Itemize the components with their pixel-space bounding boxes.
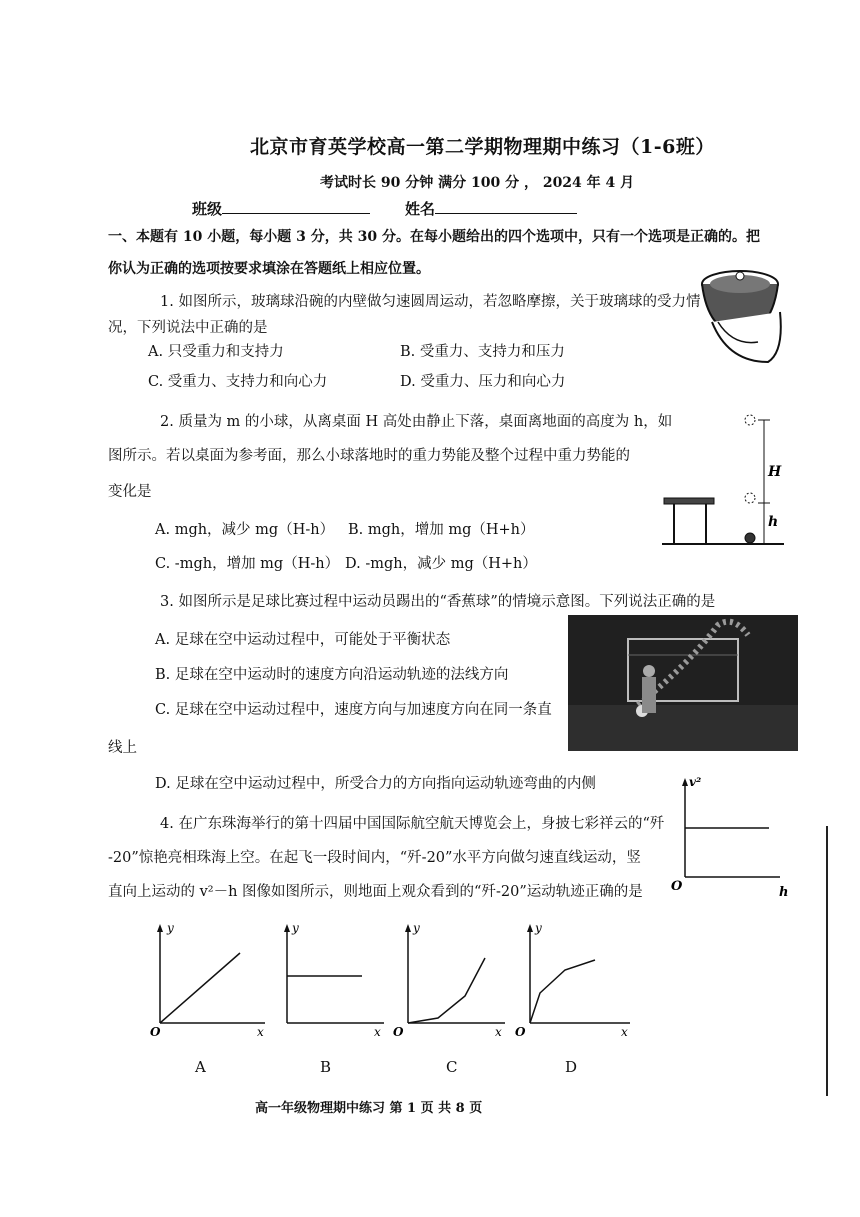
q3-option-b: B. 足球在空中运动时的速度方向沿运动轨迹的法线方向: [155, 667, 509, 683]
page-footer: 高一年级物理期中练习 第 1 页 共 8 页: [255, 1101, 483, 1116]
q3-option-a: A. 足球在空中运动过程中，可能处于平衡状态: [155, 632, 451, 648]
falling-ball-figure: [658, 410, 788, 550]
player-head: [643, 665, 655, 677]
class-field: [192, 198, 370, 219]
option-b-graph: [272, 918, 392, 1043]
player: [642, 677, 656, 713]
ball-ground: [745, 533, 755, 543]
option-b-y-label: y: [292, 921, 299, 935]
label-h: h: [768, 514, 779, 530]
q2-option-a: A. mgh，减少 mg（H-h）: [155, 522, 335, 538]
option-c-label: C: [446, 1058, 458, 1076]
option-a-origin: O: [150, 1025, 161, 1039]
q2-option-b: B. mgh，增加 mg（H+h）: [348, 522, 535, 538]
q4-stem-line1: 4. 在广东珠海举行的第十四届中国国际航空航天博览会上，身披七彩祥云的“歼: [160, 816, 665, 832]
bowl-figure: [698, 262, 788, 372]
page-title: 北京市育英学校高一第二学期物理期中练习（1-6班）: [250, 136, 715, 158]
option-a-x-label: x: [257, 1025, 264, 1039]
graph-origin: O: [671, 879, 683, 894]
section-instruction-line1: 一、本题有 10 小题，每小题 3 分，共 30 分。在每小题给出的四个选项中，只有一个选项是正确的。把: [108, 229, 760, 245]
section-instruction-line2: 你认为正确的选项按要求填涂在答题纸上相应位置。: [108, 261, 430, 277]
q3-option-c-line1: C. 足球在空中运动过程中，速度方向与加速度方向在同一条直: [155, 702, 552, 718]
q3-option-d: D. 足球在空中运动过程中，所受合力的方向指向运动轨迹弯曲的内侧: [155, 776, 596, 792]
option-d-origin: O: [515, 1025, 526, 1039]
q1-stem-line2: 况，下列说法中正确的是: [108, 320, 268, 336]
field: [568, 705, 798, 751]
option-d-y-label: y: [535, 921, 542, 935]
option-c-graph: [393, 918, 513, 1043]
name-blank: [435, 199, 577, 214]
q2-option-c: C. -mgh，增加 mg（H-h）: [155, 556, 340, 572]
q4-stem-line2: -20”惊艳亮相珠海上空。在起飞一段时间内，“歼-20”水平方向做匀速直线运动，竖: [108, 850, 641, 866]
ball-start: [745, 415, 755, 425]
q2-stem-line3: 变化是: [108, 484, 152, 500]
label-H: H: [768, 464, 782, 480]
q2-stem-line2: 图所示。若以桌面为参考面，那么小球落地时的重力势能及整个过程中重力势能的: [108, 448, 630, 464]
option-a-label: A: [195, 1058, 206, 1076]
q4-stem-line3: 直向上运动的 v²－h 图像如图所示，则地面上观众看到的“歼-20”运动轨迹正确的是: [108, 884, 643, 900]
option-a-y-label: y: [167, 921, 174, 935]
option-b-label: B: [320, 1058, 332, 1076]
glass-ball: [736, 272, 744, 280]
q2-option-d: D. -mgh，减少 mg（H+h）: [345, 556, 537, 572]
ball-mid: [745, 493, 755, 503]
option-d-line: [530, 960, 595, 1023]
option-b-x-label: x: [374, 1025, 381, 1039]
graph-ylabel: v²: [689, 775, 702, 789]
name-field: [405, 198, 577, 219]
option-c-origin: O: [393, 1025, 404, 1039]
v2-axis-arrow: [682, 778, 688, 786]
graph-xlabel: h: [779, 885, 789, 900]
option-c-y-label: y: [413, 921, 420, 935]
v2-h-graph: [665, 772, 790, 902]
option-c-x-label: x: [495, 1025, 502, 1039]
q3-option-c-line2: 线上: [108, 740, 137, 756]
q2-stem-line1: 2. 质量为 m 的小球，从离桌面 H 高处由静止下落，桌面离地面的高度为 h，如: [160, 414, 673, 430]
q3-stem-line1: 3. 如图所示是足球比赛过程中运动员踢出的“香蕉球”的情境示意图。下列说法正确的是: [160, 594, 716, 610]
q1-stem-line1: 1. 如图所示，玻璃球沿碗的内壁做匀速圆周运动，若忽略摩擦，关于玻璃球的受力情: [160, 294, 701, 310]
class-blank: [222, 199, 370, 214]
scan-margin-line: [826, 826, 828, 1096]
option-a-graph: [145, 918, 275, 1043]
option-c-line: [408, 958, 485, 1023]
table-top: [664, 498, 714, 504]
q1-option-c: C. 受重力、支持力和向心力: [148, 374, 328, 390]
class-label: 班级: [192, 200, 223, 218]
exam-info: 考试时长 90 分钟 满分 100 分 ， 2024 年 4 月: [320, 175, 635, 191]
option-a-line: [160, 953, 240, 1023]
q1-option-a: A. 只受重力和支持力: [148, 344, 284, 360]
name-label: 姓名: [405, 200, 436, 218]
q1-option-b: B. 受重力、支持力和压力: [400, 344, 565, 360]
football-photo: [568, 615, 798, 751]
option-d-label: D: [565, 1058, 578, 1076]
football-scene: [568, 615, 798, 751]
q1-option-d: D. 受重力、压力和向心力: [400, 374, 566, 390]
option-d-graph: [515, 918, 640, 1043]
option-d-x-label: x: [621, 1025, 628, 1039]
